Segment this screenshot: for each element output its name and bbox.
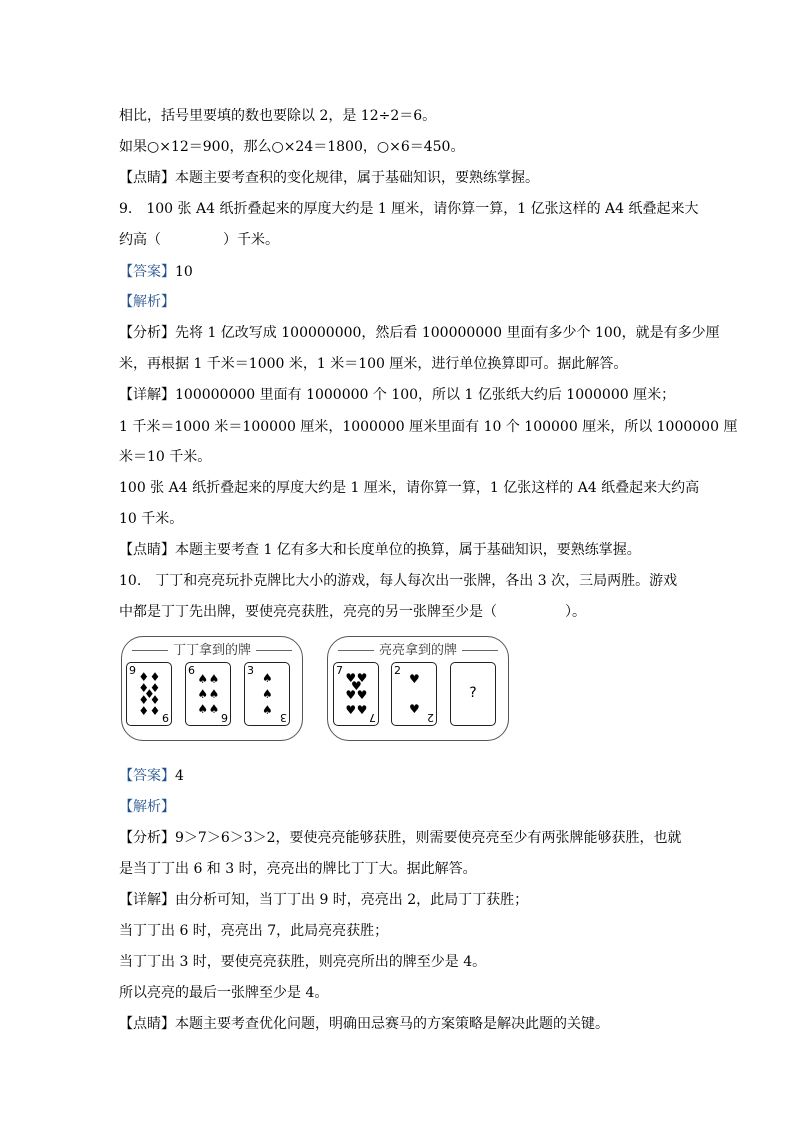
playing-card bbox=[185, 662, 231, 726]
text-run: 当丁丁出 6 时，亮亮出 7，此局亮亮获胜； bbox=[119, 923, 389, 939]
text-line bbox=[119, 859, 477, 879]
text-line bbox=[119, 983, 328, 1003]
section-tag: 【解析】 bbox=[119, 294, 175, 310]
text-line bbox=[119, 952, 486, 972]
text-run: 米，再根据 1 千米＝1000 米，1 米＝100 厘米，进行单位换算即可。据此解答。 bbox=[119, 356, 628, 372]
text-line bbox=[119, 323, 720, 343]
text-line bbox=[119, 797, 175, 817]
text-line bbox=[119, 168, 539, 188]
text-run: 先将 1 亿改写成 100000000，然后看 100000000 里面有多少个 100，就是有多少厘 bbox=[175, 325, 720, 341]
suit-pip-icon: ♦ bbox=[138, 669, 150, 684]
text-run: 【分析】 bbox=[119, 830, 175, 846]
suit-pip-icon: ♥ bbox=[409, 671, 420, 686]
suit-pip-icon: ♥ bbox=[356, 670, 368, 685]
playing-card bbox=[391, 662, 437, 726]
liangliang-title: 亮亮拿到的牌 bbox=[378, 643, 457, 658]
text-run: 9. 100 张 A4 纸折叠起来的厚度大约是 1 厘米，请你算一算，1 亿张这样的 A4 纸叠起来大 bbox=[119, 201, 699, 217]
text-run: 【分析】 bbox=[119, 325, 175, 341]
card-rank-rotated: 3 bbox=[280, 711, 287, 724]
text-run: 10 千米。 bbox=[119, 511, 184, 527]
suit-pip-icon: ♦ bbox=[138, 704, 150, 719]
panel-title bbox=[328, 639, 508, 658]
suit-pip-icon: ♠ bbox=[262, 687, 273, 701]
suit-pip-icon: ♦ bbox=[149, 704, 161, 719]
text-run: 【详解】 bbox=[119, 892, 175, 908]
playing-card bbox=[244, 662, 290, 726]
card-rank-rotated: 2 bbox=[427, 711, 434, 724]
card-rank-rotated: 9 bbox=[162, 711, 169, 724]
text-line bbox=[119, 262, 193, 282]
text-run: 【点睛】 bbox=[119, 542, 175, 558]
section-tag: 【点睛】 bbox=[119, 170, 175, 186]
text-line bbox=[119, 890, 528, 910]
card-rank-rotated: 6 bbox=[221, 711, 228, 724]
text-run: 由分析可知，当丁丁出 9 时，亮亮出 2，此局丁丁获胜； bbox=[175, 892, 529, 908]
card-rank: 6 bbox=[188, 664, 195, 677]
text-line bbox=[119, 571, 677, 591]
text-line bbox=[119, 106, 436, 126]
text-run: 4 bbox=[175, 768, 184, 784]
text-line bbox=[119, 230, 279, 250]
text-run: 本题主要考查积的变化规律，属于基础知识，要熟练掌握。 bbox=[175, 170, 539, 186]
text-run: 中都是丁丁先出牌，要使亮亮获胜，亮亮的另一张牌至少是（ bbox=[119, 604, 497, 620]
suit-pip-icon: ♠ bbox=[208, 671, 220, 686]
text-run: ）。 bbox=[565, 604, 586, 620]
text-run: 10. 丁丁和亮亮玩扑克牌比大小的游戏，每人每次出一张牌，各出 3 次，三局两胜。游戏 bbox=[119, 573, 678, 589]
suit-pip-icon: ♦ bbox=[149, 693, 161, 708]
text-line bbox=[119, 417, 737, 437]
section-tag: 【答案】 bbox=[119, 264, 175, 280]
suit-pip-icon: ♥ bbox=[409, 702, 420, 717]
text-run: 本题主要考查 1 亿有多大和长度单位的换算，属于基础知识，要熟练掌握。 bbox=[175, 542, 641, 558]
section-tag: 【解析】 bbox=[119, 799, 175, 815]
playing-card bbox=[126, 662, 172, 726]
card-rank: 9 bbox=[129, 664, 136, 677]
playing-card bbox=[333, 662, 379, 726]
card-rank-rotated: 7 bbox=[369, 711, 376, 724]
text-run: 本题主要考查优化问题，明确田忌赛马的方案策略是解决此题的关键。 bbox=[175, 1016, 609, 1032]
text-run: 9＞7＞6＞3＞2，要使亮亮能够获胜，则需要使亮亮至少有两张牌能够获胜，也就 bbox=[175, 830, 682, 846]
card-rank: 7 bbox=[336, 664, 343, 677]
text-run: 1 千米＝1000 米＝100000 厘米，1000000 厘米里面有 10 个 100000 厘米，所以 1000000 厘 bbox=[119, 419, 738, 435]
suit-pip-icon: ♥ bbox=[345, 688, 357, 703]
text-run: 相比，括号里要填的数也要除以 2，是 12÷2＝6。 bbox=[119, 108, 437, 124]
text-run: 100000000 里面有 1000000 个 100，所以 1 亿张纸大约后 1000000 厘米； bbox=[175, 387, 676, 403]
text-run: 约高（ bbox=[119, 232, 161, 248]
text-run: 100 张 A4 纸折叠起来的厚度大约是 1 厘米，请你算一算，1 亿张这样的 A4 纸叠起来大约高 bbox=[119, 480, 700, 496]
text-line bbox=[119, 540, 641, 560]
card-rank: 2 bbox=[394, 664, 401, 677]
dingding-title: 丁丁拿到的牌 bbox=[172, 643, 251, 658]
text-line bbox=[119, 828, 682, 848]
text-line bbox=[119, 478, 699, 498]
text-line bbox=[119, 602, 586, 622]
suit-pip-icon: ♦ bbox=[144, 687, 155, 701]
text-line bbox=[119, 292, 175, 312]
suit-pip-icon: ♥ bbox=[356, 703, 368, 718]
suit-pip-icon: ♥ bbox=[345, 703, 357, 718]
suit-pip-icon: ♥ bbox=[356, 688, 368, 703]
text-line bbox=[119, 509, 183, 529]
suit-pip-icon: ♠ bbox=[262, 670, 273, 685]
suit-pip-icon: ♦ bbox=[149, 680, 161, 695]
unknown-card-mark: ? bbox=[469, 685, 477, 701]
text-line bbox=[119, 1014, 609, 1034]
text-line bbox=[119, 199, 699, 219]
suit-pip-icon: ♦ bbox=[138, 680, 150, 695]
text-run: 如果○×12＝900，那么○×24＝1800，○×6＝450。 bbox=[119, 139, 465, 155]
card-rank: 3 bbox=[247, 664, 254, 677]
suit-pip-icon: ♠ bbox=[208, 702, 220, 717]
text-line bbox=[119, 921, 388, 941]
suit-pip-icon: ♠ bbox=[262, 703, 273, 718]
panel-title bbox=[122, 639, 302, 658]
text-line bbox=[119, 766, 184, 786]
text-run: 【详解】 bbox=[119, 387, 175, 403]
suit-pip-icon: ♠ bbox=[197, 702, 209, 717]
text-line bbox=[119, 137, 464, 157]
text-run: 【点睛】 bbox=[119, 1016, 175, 1032]
suit-pip-icon: ♠ bbox=[197, 687, 209, 701]
suit-pip-icon: ♠ bbox=[197, 671, 209, 686]
suit-pip-icon: ♥ bbox=[351, 679, 362, 694]
text-line bbox=[119, 354, 627, 374]
playing-card bbox=[450, 662, 496, 726]
text-run: 米＝10 千米。 bbox=[119, 449, 212, 465]
suit-pip-icon: ♠ bbox=[208, 687, 220, 701]
suit-pip-icon: ♥ bbox=[345, 670, 357, 685]
suit-pip-icon: ♦ bbox=[149, 669, 161, 684]
text-run: 当丁丁出 3 时，要使亮亮获胜，则亮亮所出的牌至少是 4。 bbox=[119, 954, 487, 970]
suit-pip-icon: ♦ bbox=[138, 693, 150, 708]
text-line bbox=[119, 385, 675, 405]
text-line bbox=[119, 447, 211, 467]
text-run: 10 bbox=[175, 264, 193, 280]
text-run: 是当丁丁出 6 和 3 时，亮亮出的牌比丁丁大。据此解答。 bbox=[119, 861, 477, 877]
text-run: 所以亮亮的最后一张牌至少是 4。 bbox=[119, 985, 329, 1001]
text-run: ）千米。 bbox=[223, 232, 279, 248]
section-tag: 【答案】 bbox=[119, 768, 175, 784]
